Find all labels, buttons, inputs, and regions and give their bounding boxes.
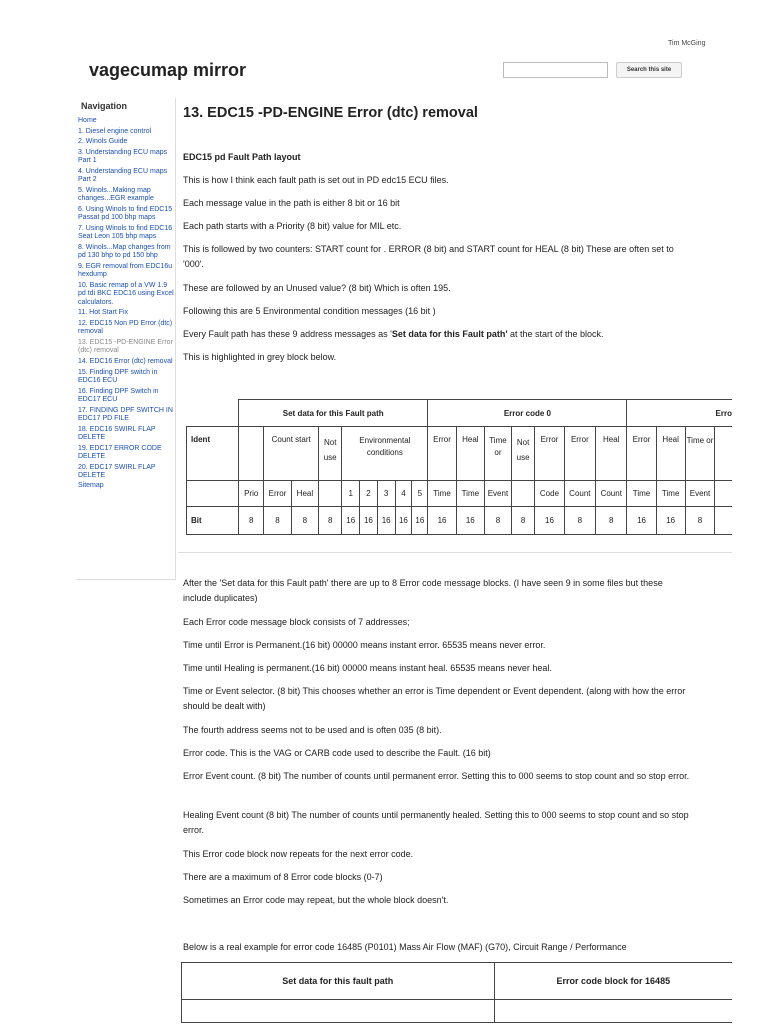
paragraph-fault-path [183,327,693,342]
sidebar-nav-item[interactable]: 10. Basic remap of a VW 1.9 pd tdi BKC EDC16 using Excel calculators. [78,281,174,306]
paragraph: Healing Event count (8 bit) The number of counts until permanently healed. Setting this to 000 seems to stop count and so stop error. [183,810,689,835]
sidebar-nav-item[interactable]: 8. Winols...Map changes from pd 130 bhp to pd 150 bhp [78,243,171,260]
example-table-col2: Error code block for 16485 [494,963,732,1000]
table-cell: 16 [456,507,484,535]
paragraph: Each path starts with a Priority (8 bit) value for MIL etc. [183,221,402,231]
table-cell [494,1000,732,1023]
paragraph: Time or Event selector. (8 bit) This chooses whether an error is Time dependent or Event dependent. (along with how the error should be dealt with) [183,686,686,711]
table-ident: Ident [187,427,239,481]
table-cell: Time [656,481,685,507]
table-error: Error [428,427,456,481]
sidebar-nav-item[interactable]: Home [78,117,97,124]
table-time-or: Time or [484,427,511,481]
sidebar-nav-item[interactable]: 20. EDC17 SWIRL FLAP DELETE [78,463,156,479]
table-cell: 16 [535,507,564,535]
sidebar-nav-item[interactable]: 7. Using Winols to find EDC16 Seat Leon 105 bhp maps [78,225,173,241]
table-cell: 16 [656,507,685,535]
nav-list [78,117,174,493]
paragraph: There are a maximum of 8 Error code blocks (0-7) [183,872,383,882]
table-heal2: Heal [596,427,627,481]
table-err-b: Error [564,427,595,481]
text-bold: Set data for this Fault path' [391,329,508,339]
table-cell [319,481,342,507]
sidebar-nav-item[interactable]: 9. EGR removal from EDC16u hexdump [78,262,173,279]
nav-heading: Navigation [81,101,128,111]
sidebar-nav-item[interactable]: 4. Understanding ECU maps Part 2 [78,168,168,184]
table-cell: 16 [342,507,360,535]
sidebar-nav-item[interactable]: 2. Winols Guide [78,138,128,146]
table-cell: 4 [395,481,412,507]
table-cell: 8 [564,507,595,535]
table-cell [715,507,732,535]
sidebar-nav-item[interactable]: 19. EDC17 ERROR CODE DELETE [78,444,162,460]
paragraph: This Error code block now repeats for the next error code. [183,849,414,859]
table-cell: Code [535,481,564,507]
example-table [181,962,732,1023]
paragraph: This is highlighted in grey block below. [183,352,337,362]
table-header-set-data: Set data for this Fault path [239,400,428,427]
paragraph: Time until Error is Permanent.(16 bit) 00000 means instant error. 65535 means never error. [183,640,546,650]
table-cell: 16 [627,507,656,535]
table-cell: Error [264,481,291,507]
search-button[interactable]: Search this site [616,62,682,78]
sidebar-nav-item[interactable]: 6. Using Winols to find EDC15 Passat pd 100 bhp maps [78,206,173,222]
table-cell [182,1000,495,1023]
table-cell: 8 [596,507,627,535]
sidebar-nav-item[interactable]: 17. FINDING DPF SWITCH IN EDC17 PD FILE [78,406,173,422]
paragraph: Each Error code message block consists of 7 addresses; [183,617,410,627]
table-cell: 16 [377,507,395,535]
table-cell: Event [685,481,715,507]
paragraph: Error code. This is the VAG or CARB code used to describe the Fault. (16 bit) [183,748,491,758]
table-header-error-code-0: Error code 0 [428,400,627,427]
text-pre: Every Fault path has these 9 address messages as ' [183,329,392,339]
fault-path-table-wrap [186,399,732,549]
user-name[interactable]: Tim McGing [668,40,706,47]
table-cell: 8 [264,507,291,535]
paragraph: Time until Healing is permanent.(16 bit) 00000 means instant heal. 65535 means never heal. [183,663,552,673]
table-cell: 8 [484,507,511,535]
table-cell: Count [564,481,595,507]
sidebar-nav-item[interactable]: Sitemap [78,482,104,490]
table-cell: Prio [239,481,264,507]
subheading: EDC15 pd Fault Path layout [183,152,301,162]
table-error2: Error [627,427,656,481]
table-cell [187,400,239,427]
table-cell: 16 [395,507,412,535]
table-bit-label: Bit [187,507,239,535]
table-header-error-code-1: Erro [627,400,732,427]
table-cell [239,427,264,481]
table-cell: 8 [685,507,715,535]
paragraph: Each message value in the path is either 8 bit or 16 bit [183,198,400,208]
table-env: Environmental conditions [342,427,428,481]
paragraph: Below is a real example for error code 16485 (P0101) Mass Air Flow (MAF) (G70), Circuit Range / Performance [183,942,627,952]
sidebar-nav-item[interactable]: 1. Diesel engine control [78,127,152,135]
table-cell: 16 [360,507,378,535]
sidebar-nav-item[interactable]: 11. Hot Start Fix [78,309,129,317]
table-heal3: Heal [656,427,685,481]
sidebar-nav-item[interactable]: 13. EDC15 -PD-ENGINE Error (dtc) removal [78,338,173,355]
paragraph: These are followed by an Unused value? (8 bit) Which is often 195. [183,283,451,293]
table-cell: Heal [291,481,318,507]
sidebar-nav-item[interactable]: 12. EDC15 Non PD Error (dtc) removal [78,319,173,336]
table-cell: 16 [428,507,456,535]
page-title: 13. EDC15 -PD-ENGINE Error (dtc) removal [183,105,478,121]
table-cell: 5 [412,481,428,507]
table-heal: Heal [456,427,484,481]
table-cell [715,481,732,507]
paragraph: This is followed by two counters: START count for . ERROR (8 bit) and START count for HEAL (8 bit) These are often set to '000'. [183,244,674,269]
table-count-start: Count start [264,427,319,481]
paragraph: The fourth address seems not to be used and is often 035 (8 bit). [183,725,442,735]
search-input[interactable] [503,62,608,78]
sidebar-nav-item[interactable]: 5. Winols...Making map changes...EGR example [78,187,154,203]
sidebar-nav-item[interactable]: 14. EDC16 Error (dtc) removal [78,357,173,365]
table-cell: 1 [342,481,360,507]
paragraph: After the 'Set data for this Fault path' there are up to 8 Error code message blocks. (I have seen 9 in some files but these include duplicates) [183,578,663,603]
table-not: Not use [511,427,534,481]
table-cell: 8 [291,507,318,535]
paragraph: Error Event count. (8 bit) The number of counts until permanent error. Setting this to 000 seems to stop count and so stop error. [183,771,690,781]
table-cell: 3 [377,481,395,507]
sidebar-nav-item[interactable]: 15. Finding DPF switch in EDC16 ECU [78,368,158,384]
table-cell: Time [456,481,484,507]
table-cell [715,427,732,481]
table-cell: 8 [319,507,342,535]
table-cell: Event [484,481,511,507]
table-cell: Count [596,481,627,507]
site-title[interactable]: vagecumap mirror [89,60,247,80]
sidebar-nav-item[interactable]: 18. EDC16 SWIRL FLAP DELETE [78,425,156,441]
table-cell [187,481,239,507]
paragraph: This is how I think each fault path is set out in PD edc15 ECU files. [183,175,449,185]
sidebar [76,98,176,580]
sidebar-nav-item[interactable]: 3. Understanding ECU maps Part 1 [78,149,168,165]
sidebar-nav-item[interactable]: 16. Finding DPF Switch in EDC17 ECU [78,387,159,403]
divider [178,552,732,553]
table-time-or2: Time or [685,427,715,481]
text-post: at the start of the block. [507,329,604,339]
table-cell: 8 [239,507,264,535]
paragraph: Following this are 5 Environmental condition messages (16 bit ) [183,306,436,316]
example-table-wrap [181,962,732,1024]
table-cell: Time [428,481,456,507]
table-cell: Time [627,481,656,507]
table-cell [511,481,534,507]
table-err-a: Error [535,427,564,481]
table-cell: 8 [511,507,534,535]
example-table-col1: Set data for this fault path [182,963,495,1000]
fault-path-table [186,399,732,535]
table-cell: 2 [360,481,378,507]
table-not-use: Not use [319,427,342,481]
paragraph: Sometimes an Error code may repeat, but the whole block doesn't. [183,895,449,905]
table-cell: 16 [412,507,428,535]
